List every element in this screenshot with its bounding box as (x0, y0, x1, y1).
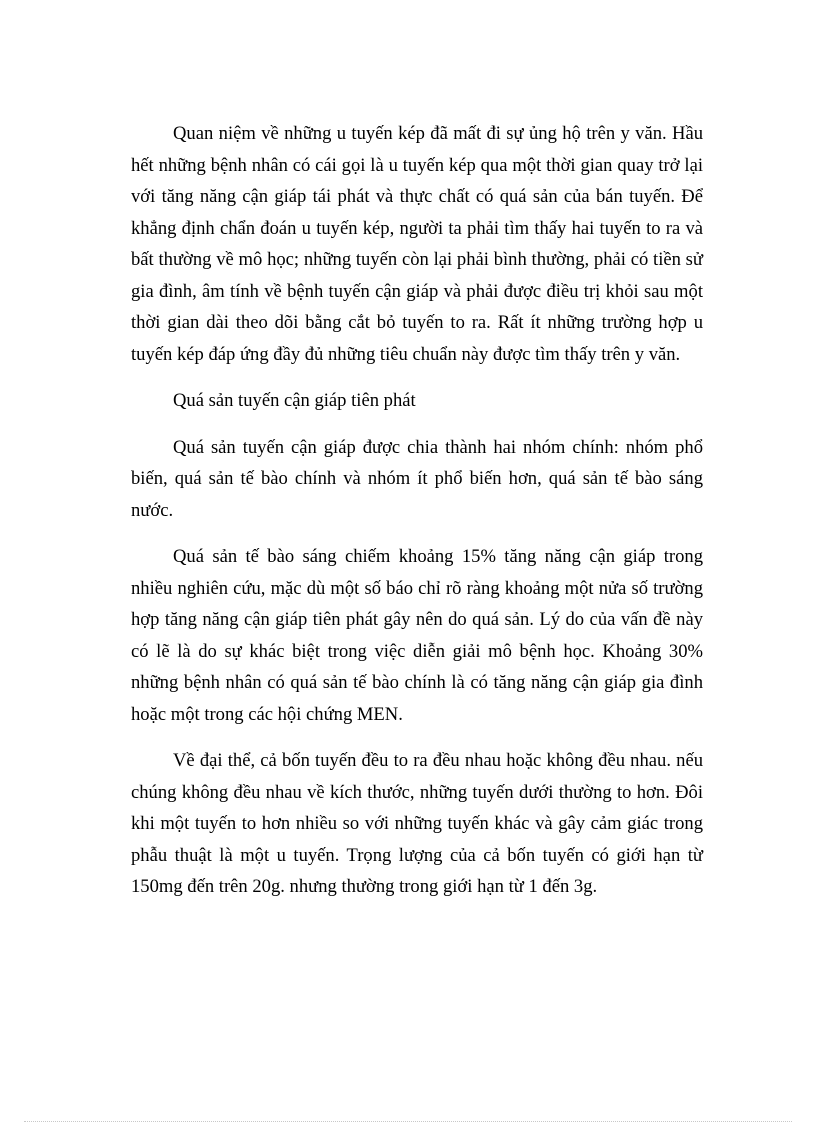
page-bottom-divider (24, 1121, 792, 1122)
section-heading-primary-hyperplasia: Quá sản tuyến cận giáp tiên phát (173, 390, 416, 411)
paragraph-double-adenoma: Quan niệm về những u tuyến kép đã mất đi sự ủng hộ trên y văn. Hầu hết những bệnh nhân có cái gọi là u tuyến kép qua một thời gian quay trở lại với tăng năng cận giáp tái phát và thực chất có quá sản của bán tuyến. Để khẳng định chẩn đoán u tuyến kép, người ta phải tìm thấy hai tuyến to ra và bất thường về mô học; những tuyến còn lại phải bình thường, phải có tiền sử gia đình, âm tính về bệnh tuyến cận giáp và phải được điều trị khỏi sau một thời gian dài theo dõi bằng cắt bỏ tuyến to ra. Rất ít những trường hợp u tuyến kép đáp ứng đầy đủ những tiêu chuẩn này được tìm thấy trên y văn. (131, 123, 703, 365)
document-body (131, 118, 703, 918)
paragraph-gross-features: Về đại thể, cả bốn tuyến đều to ra đều nhau hoặc không đều nhau. nếu chúng không đều nhau về kích thước, những tuyến dưới thường to hơn. Đôi khi một tuyến to hơn nhiều so với những tuyến khác và gây cảm giác trong phẫu thuật là một u tuyến. Trọng lượng của cả bốn tuyến có giới hạn từ 150mg đến trên 20g. nhưng thường trong giới hạn từ 1 đến 3g. (131, 750, 703, 897)
paragraph-hyperplasia-groups: Quá sản tuyến cận giáp được chia thành hai nhóm chính: nhóm phổ biến, quá sản tế bào chính và nhóm ít phổ biến hơn, quá sản tế bào sáng nước. (131, 436, 703, 521)
paragraph-clear-cell-hyperplasia: Quá sản tế bào sáng chiếm khoảng 15% tăng năng cận giáp trong nhiều nghiên cứu, mặc dù một số báo chỉ rõ ràng khoảng một nửa số trường hợp tăng năng cận giáp tiên phát gây nên do quá sản. Lý do của vấn đề này có lẽ là do sự khác biệt trong việc diễn giải mô bệnh học. Khoảng 30% những bệnh nhân có quá sản tế bào chính là có tăng năng cận giáp gia đình hoặc một trong các hội chứng MEN. (131, 546, 703, 725)
